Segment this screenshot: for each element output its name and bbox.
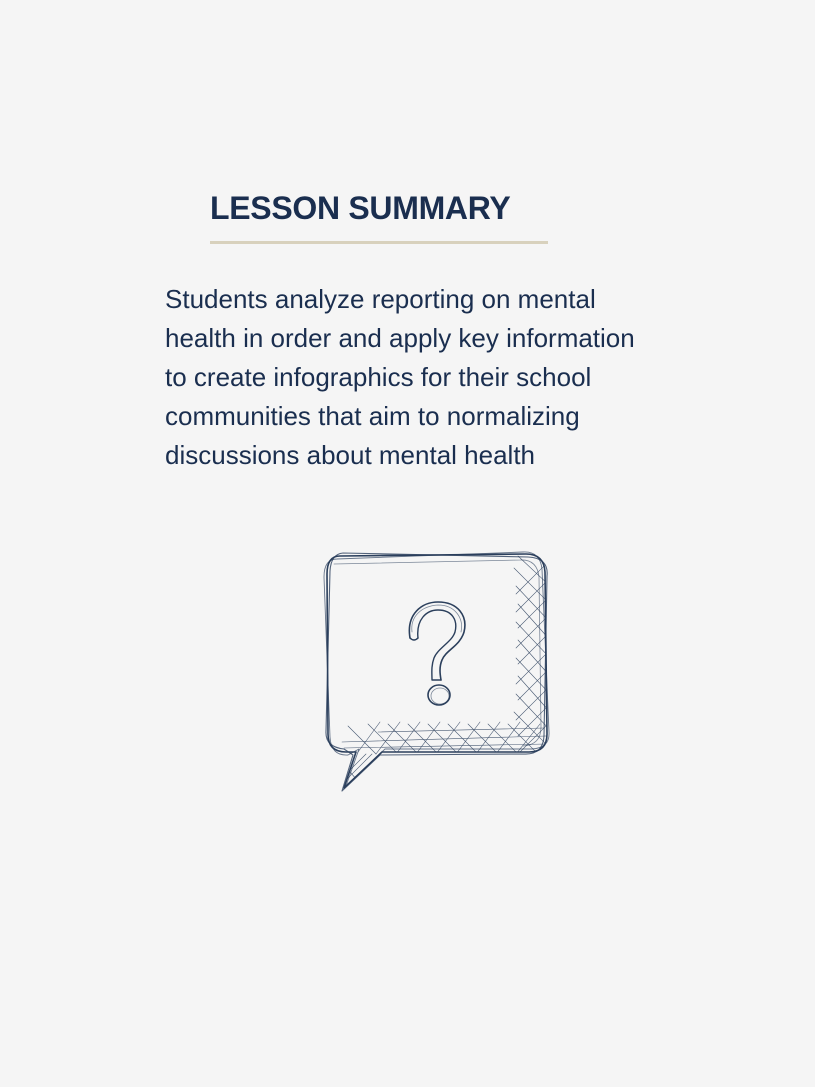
- heading-underline: [210, 241, 548, 244]
- question-speech-bubble-icon: [318, 546, 554, 794]
- lesson-summary-text: Students analyze reporting on mental health in order and apply key information to create infographics for their school communities that aim to normalizing discussions about mental health: [165, 284, 635, 470]
- lesson-summary-heading: LESSON SUMMARY: [210, 190, 511, 226]
